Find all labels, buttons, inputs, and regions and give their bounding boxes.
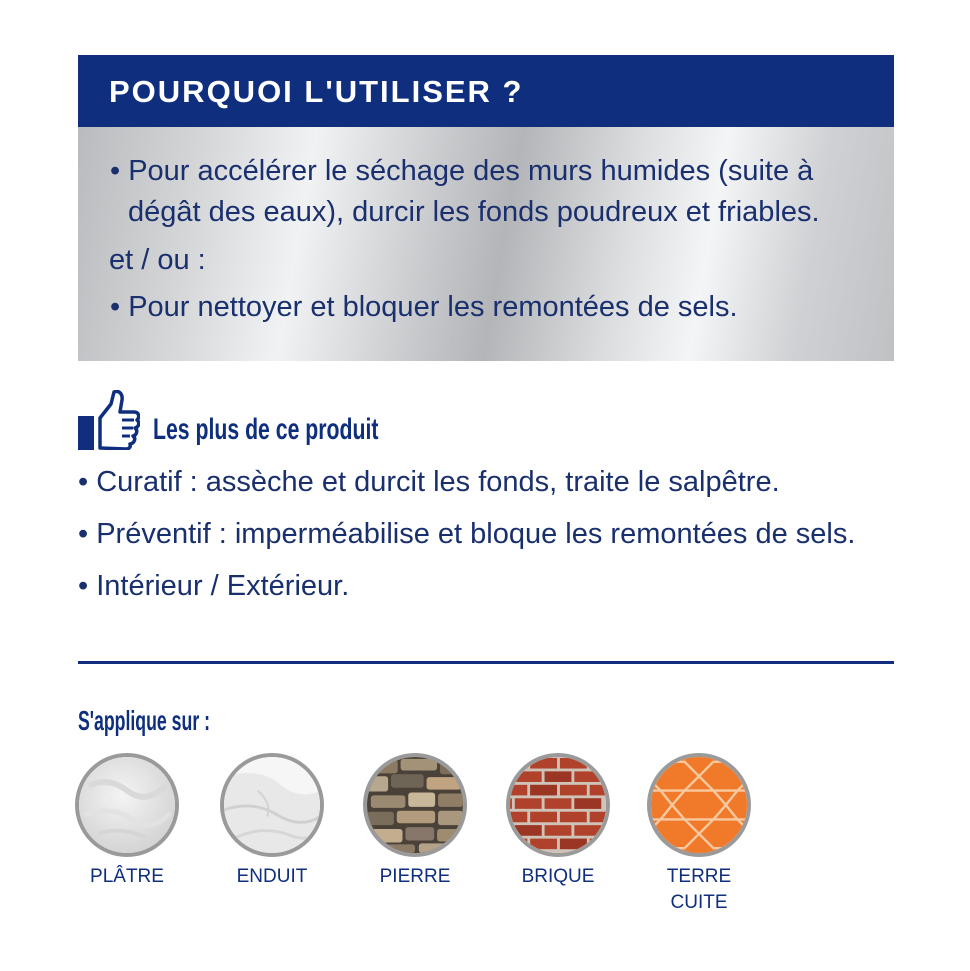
section-divider [78,661,894,664]
surface-label-plaster: PLÂTRE [90,866,164,887]
why-line-3: et / ou : [109,244,206,276]
surface-label-terracotta-line1: TERRE [666,866,732,887]
surface-label-stone: PIERRE [379,866,451,887]
why-line-1: • Pour accélérer le séchage des murs humides (suite à [110,155,814,187]
brick-swatch [506,753,610,857]
surface-label-render: ENDUIT [236,866,308,887]
applies-to-title: S'applique sur : [78,705,211,736]
why-use-body [78,127,894,361]
benefit-item: • Préventif : imperméabilise et bloque les remontées de sels. [78,518,856,550]
why-use-header [78,55,894,127]
benefit-item: • Intérieur / Extérieur. [78,570,350,602]
why-use-title: POURQUOI L'UTILISER ? [109,74,524,109]
benefits-title: Les plus de ce produit [153,413,379,446]
surface-label-terracotta [629,864,769,916]
benefit-item: • Curatif : assèche et durcit les fonds, traite le salpêtre. [78,466,780,498]
why-line-2: dégât des eaux), durcir les fonds poudreux et friables. [128,196,820,228]
plaster-swatch [75,753,179,857]
product-benefits [78,390,894,610]
render-swatch [220,753,324,857]
stone-swatch [363,753,467,857]
why-line-4: • Pour nettoyer et bloquer les remontées de sels. [110,291,738,323]
surface-label-brick: BRIQUE [521,866,595,887]
surface-label-terracotta-line2: CUITE [670,892,728,913]
thumbs-up-icon [78,390,140,450]
terracotta-swatch [647,753,751,857]
why-use-panel [78,55,894,361]
